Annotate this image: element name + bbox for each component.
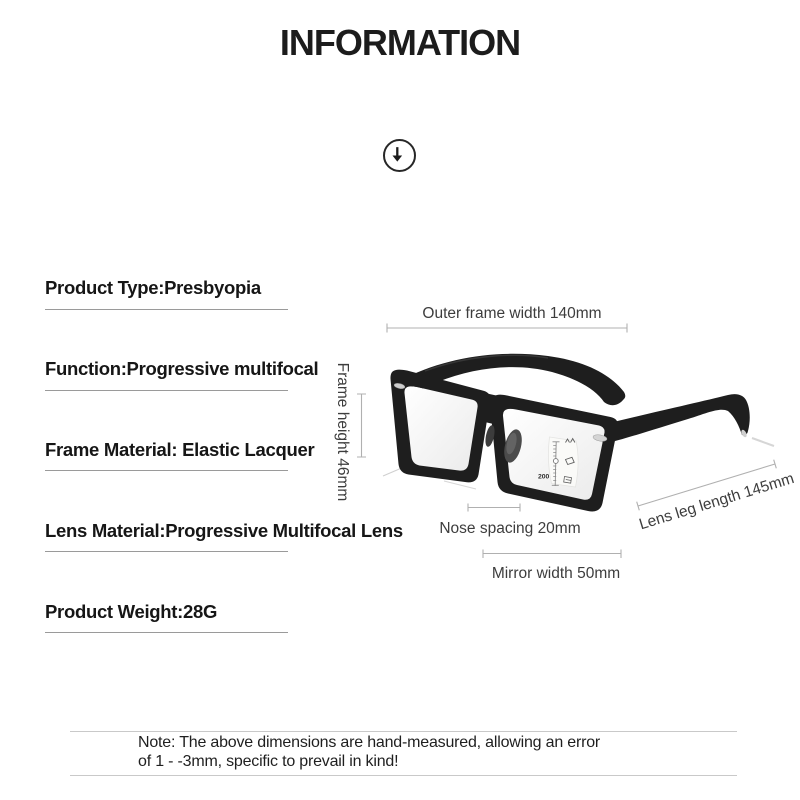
spec-function: Function:Progressive multifocal (45, 358, 319, 379)
note-line-1: Note: The above dimensions are hand-measured, allowing an error (138, 734, 601, 751)
mirror-width-label: Mirror width 50mm (491, 565, 621, 582)
nose-spacing-line (468, 504, 520, 512)
spec-underline (45, 390, 288, 391)
spec-underline (45, 551, 288, 552)
spec-underline (45, 470, 288, 471)
spec-product-type: Product Type:Presbyopia (45, 277, 261, 298)
spec-product-weight: Product Weight:28G (45, 601, 218, 622)
page-title: INFORMATION (279, 22, 521, 63)
outer-frame-width-label: Outer frame width 140mm (422, 305, 602, 322)
spec-underline (45, 309, 288, 310)
spec-frame-material: Frame Material: Elastic Lacquer (45, 439, 315, 460)
shadow-line (752, 438, 774, 446)
sticker-fitting-circle (553, 459, 558, 464)
outer-frame-width-line (387, 324, 627, 333)
frame-height-label: Frame height 46mm (334, 362, 351, 502)
bridge (478, 392, 501, 425)
arrow-down-circle-icon (383, 139, 416, 172)
spec-underline (45, 632, 288, 633)
right-temple-arm (600, 394, 749, 444)
sticker-power-label: 200 (538, 473, 550, 481)
glasses-figure (320, 295, 800, 590)
lens-leg-length-label: Lens leg length 145mm (637, 470, 797, 534)
note-box (70, 731, 737, 776)
spec-lens-material: Lens Material:Progressive Multifocal Lens (45, 520, 403, 541)
shadow-line (444, 481, 476, 489)
mirror-width-line (483, 550, 621, 559)
down-arrow-glyph (385, 141, 414, 170)
left-lens (404, 386, 477, 470)
frame-height-line (357, 394, 366, 457)
note-line-2: of 1 - -3mm, specific to prevail in kind! (138, 752, 399, 770)
nose-spacing-label: Nose spacing 20mm (439, 520, 581, 537)
